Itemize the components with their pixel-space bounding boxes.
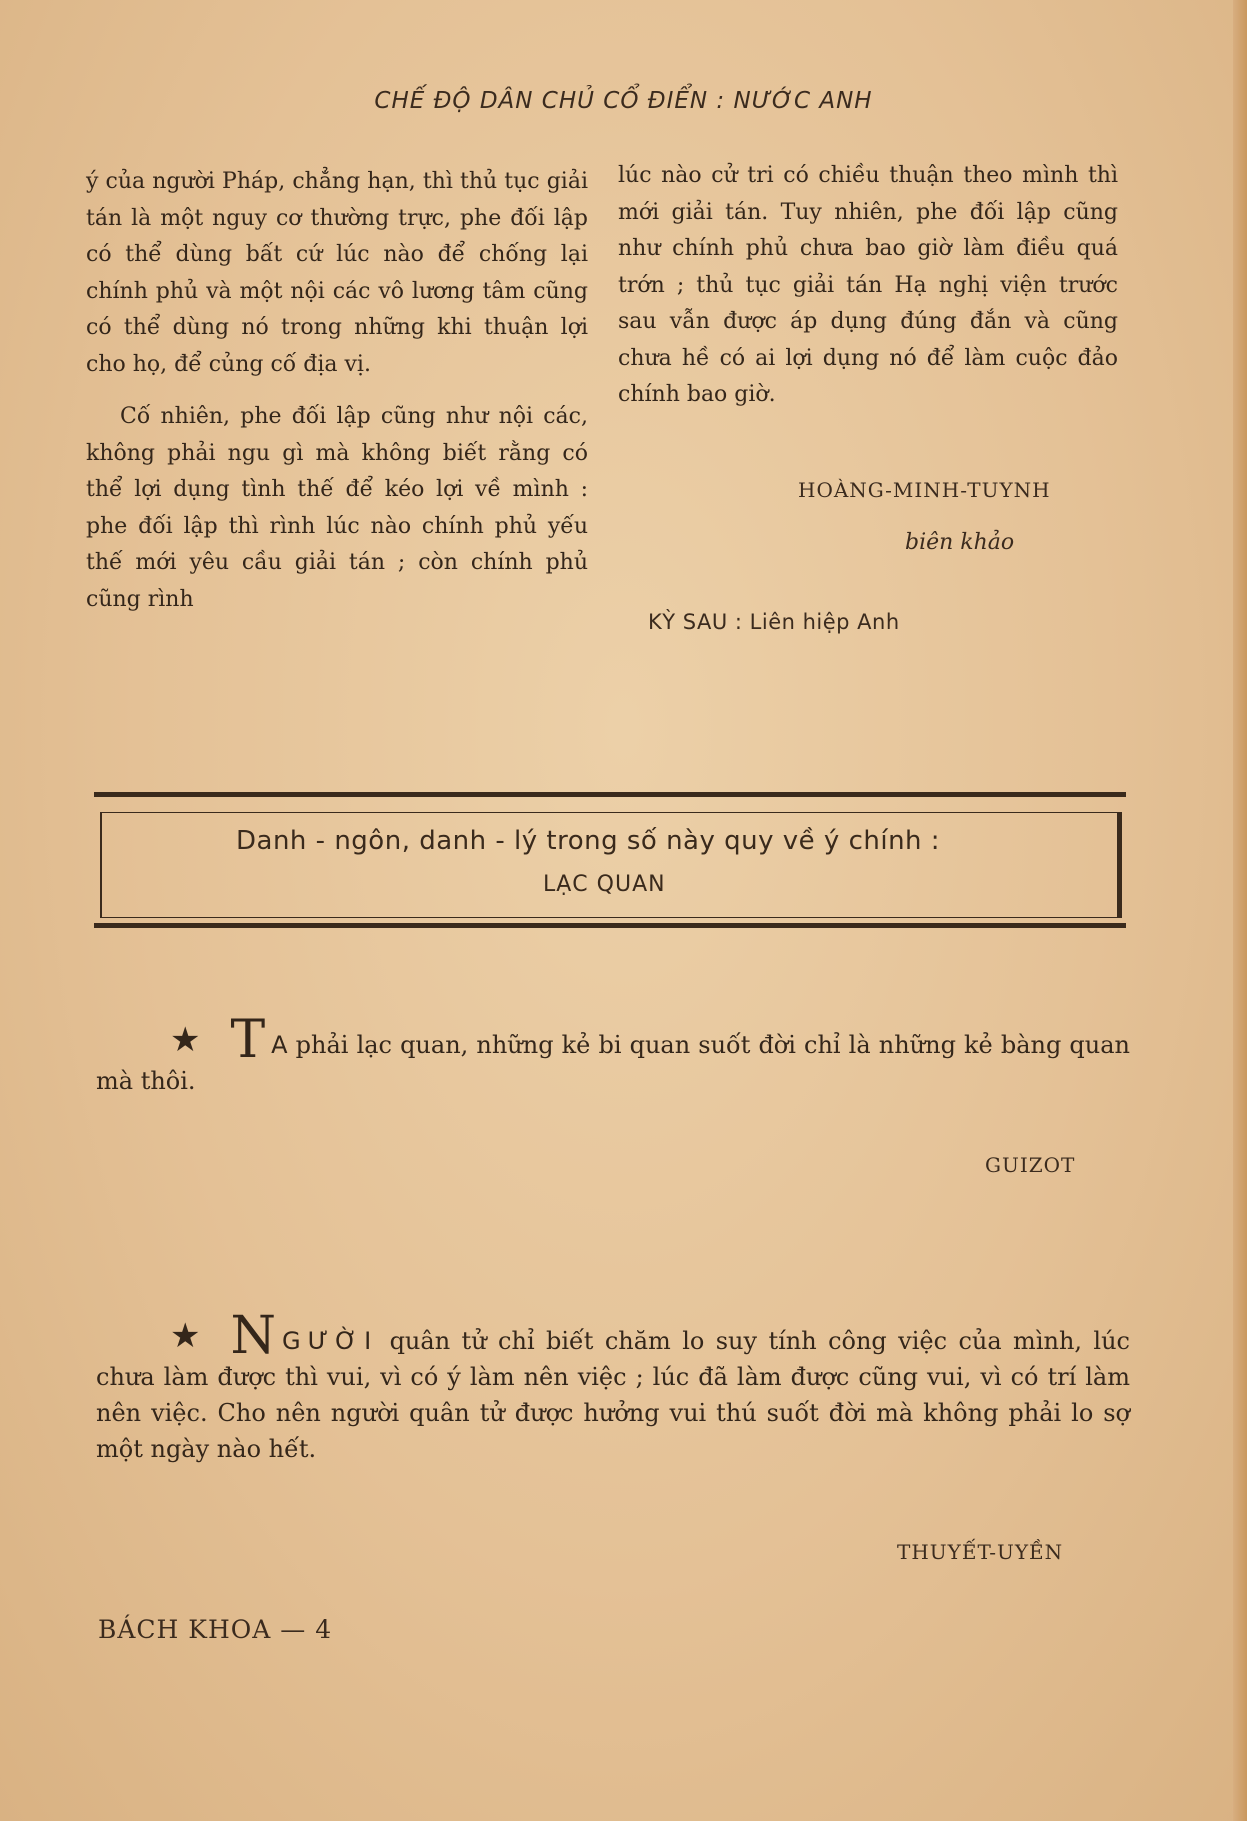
article-paragraph: Cố nhiên, phe đối lập cũng như nội các, không phải ngu gì mà không biết rằng có thể lợi dụng tình thế để kéo lợi về mình : phe đối lập thì rình lúc nào chính phủ yếu thế mới yêu cầu giải tán ; còn chính phủ cũng rình (86, 404, 588, 612)
article-author: HOÀNG-MINH-TUYNH (798, 478, 1051, 502)
quote-text: phải lạc quan, những kẻ bi quan suốt đời chỉ là những kẻ bàng quan mà thôi. (96, 1031, 1130, 1095)
quote-block (96, 1306, 1130, 1467)
quote-author: GUIZOT (985, 1153, 1076, 1177)
quote-dropcap: T (230, 1010, 266, 1070)
quote-lead: A (271, 1031, 288, 1059)
theme-box-title: Danh - ngôn, danh - lý trong số này quy về ý chính : (236, 826, 941, 856)
quote-text: quân tử chỉ biết chăm lo suy tính công việc của mình, lúc chưa làm được thì vui, vì có ý làm nên việc ; lúc đã làm được cũng vui, vì có trí làm nên việc. Cho nên người quân tử được hưởng vui thú suốt đời mà không phải lo sợ một ngày nào hết. (96, 1327, 1130, 1463)
article-paragraph: ý của người Pháp, chẳng hạn, thì thủ tục giải tán là một nguy cơ thường trực, phe đối lập có thể dùng bất cứ lúc nào để chống lại chính phủ và một nội các vô lương tâm cũng có thể dùng nó trong những khi thuận lợi cho họ, để củng cố địa vị. (86, 169, 588, 377)
article-left-column (86, 164, 588, 634)
quote-lead: GƯỜI (281, 1327, 379, 1355)
quote-author: THUYẾT-UYỀN (897, 1540, 1064, 1564)
quote-block (96, 1010, 1130, 1099)
article-right-column (618, 158, 1118, 430)
quote-dropcap: N (230, 1306, 276, 1366)
star-icon: ★ (170, 1020, 201, 1060)
page-footer: BÁCH KHOA — 4 (98, 1615, 333, 1644)
theme-box-subtitle: LẠC QUAN (543, 872, 666, 897)
running-header: CHẾ ĐỘ DÂN CHỦ CỔ ĐIỂN : NƯỚC ANH (374, 88, 873, 114)
article-author-role: biên khảo (905, 530, 1015, 555)
article-paragraph: lúc nào cử tri có chiều thuận theo mình thì mới giải tán. Tuy nhiên, phe đối lập cũng như chính phủ chưa bao giờ làm điều quá trớn ; thủ tục giải tán Hạ nghị viện trước sau vẫn được áp dụng đúng đắn và cũng chưa hề có ai lợi dụng nó để làm cuộc đảo chính bao giờ. (618, 163, 1118, 407)
next-issue-note: KỲ SAU : Liên hiệp Anh (648, 610, 900, 634)
star-icon: ★ (170, 1316, 201, 1356)
page-edge (1233, 0, 1247, 1821)
